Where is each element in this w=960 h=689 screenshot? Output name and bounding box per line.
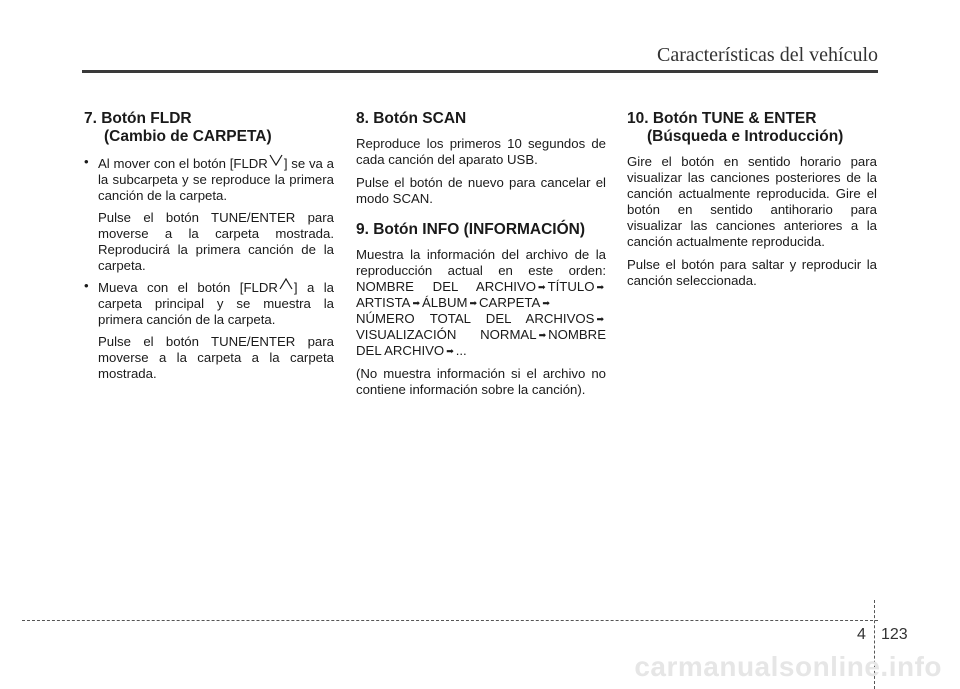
info-sequence-item: VISUALIZACIÓN NORMAL (356, 327, 537, 342)
fldr-bullet-up (84, 278, 334, 382)
scan-section (356, 110, 606, 207)
tune-heading-title: 10. Botón TUNE & ENTER (627, 110, 817, 127)
info-paragraph-2: (No muestra información si el archivo no contiene información sobre la canción). (356, 366, 606, 397)
page-header-title: Características del vehículo (656, 44, 878, 66)
info-heading: 9. Botón INFO (INFORMACIÓN) (356, 221, 586, 238)
arrow-right-icon: ➡ (538, 330, 547, 340)
info-sequence-item: NOMBRE DEL ARCHIVO (356, 279, 537, 294)
chevron-down-icon (268, 154, 284, 166)
info-sequence-item: ARTISTA (356, 295, 411, 310)
info-sequence-item: NOMBRE DEL ARCHIVO (356, 327, 606, 358)
chevron-up-icon (278, 278, 294, 290)
fldr-bullet-down-note: Pulse el botón TUNE/ENTER para moverse a la carpeta mostrada. Reproducirá la primera canción de la carpeta. (98, 210, 334, 273)
fldr-heading-title: 7. Botón FLDR (84, 110, 192, 127)
arrow-right-icon: ➡ (542, 298, 550, 308)
fldr-bullet-list (84, 154, 334, 382)
info-sequence-item: ... (455, 343, 467, 358)
fldr-bullet-up-post: ] a la carpeta principal y se muestra la primera canción de la carpeta. (98, 280, 334, 327)
info-sequence-item: ÁLBUM (422, 295, 468, 310)
section-number: 4 (857, 626, 866, 643)
info-intro: Muestra la información del archivo de la reproducción actual en este orden: (356, 247, 606, 278)
info-sequence-item: TÍTULO (547, 279, 595, 294)
info-sequence (356, 279, 606, 358)
column-fldr (84, 110, 334, 382)
scan-paragraph-1: Reproduce los primeros 10 segundos de cada canción del aparato USB. (356, 136, 606, 167)
fldr-bullet-up-pre: Mueva con el botón [FLDR (98, 280, 278, 295)
info-sequence-item: NÚMERO TOTAL DEL ARCHIVOS (356, 311, 595, 326)
fldr-heading (84, 110, 334, 146)
arrow-right-icon: ➡ (596, 282, 604, 292)
watermark: carmanualsonline.info (634, 651, 942, 682)
info-section (356, 221, 606, 398)
header-rule (82, 70, 878, 73)
arrow-right-icon: ➡ (596, 314, 604, 324)
page-number: 123 (881, 626, 908, 643)
arrow-right-icon: ➡ (469, 298, 477, 308)
tune-paragraph-2: Pulse el botón para saltar y reproducir la canción seleccionada. (627, 257, 877, 288)
info-sequence-item: CARPETA (479, 295, 541, 310)
tune-paragraph-1: Gire el botón en sentido horario para visualizar las canciones posteriores de la canción actualmente reproducida. Gire el botón en sentido antihorario para visualizar las canciones anteriores a la canción actualmente reproducida. (627, 154, 877, 249)
column-tune-enter (627, 110, 877, 296)
info-paragraph-1 (356, 247, 606, 359)
scan-heading: 8. Botón SCAN (356, 110, 467, 127)
arrow-right-icon: ➡ (446, 346, 454, 356)
tune-heading (627, 110, 877, 146)
fldr-bullet-up-note: Pulse el botón TUNE/ENTER para moverse a la carpeta a la carpeta mostrada. (98, 334, 334, 381)
scan-paragraph-2: Pulse el botón de nuevo para cancelar el modo SCAN. (356, 175, 606, 206)
arrow-right-icon: ➡ (412, 298, 421, 308)
tune-heading-subtitle: (Búsqueda e Introducción) (647, 128, 844, 145)
fldr-bullet-down-pre: Al mover con el botón [FLDR (98, 156, 268, 171)
fldr-bullet-down-post: ] se va a la subcarpeta y se reproduce la primera canción de la carpeta. (98, 156, 334, 203)
arrow-right-icon: ➡ (538, 282, 546, 292)
column-scan-info (356, 110, 606, 412)
fldr-bullet-down (84, 154, 334, 274)
fldr-heading-subtitle: (Cambio de CARPETA) (104, 128, 272, 145)
footer-rule (22, 620, 878, 621)
